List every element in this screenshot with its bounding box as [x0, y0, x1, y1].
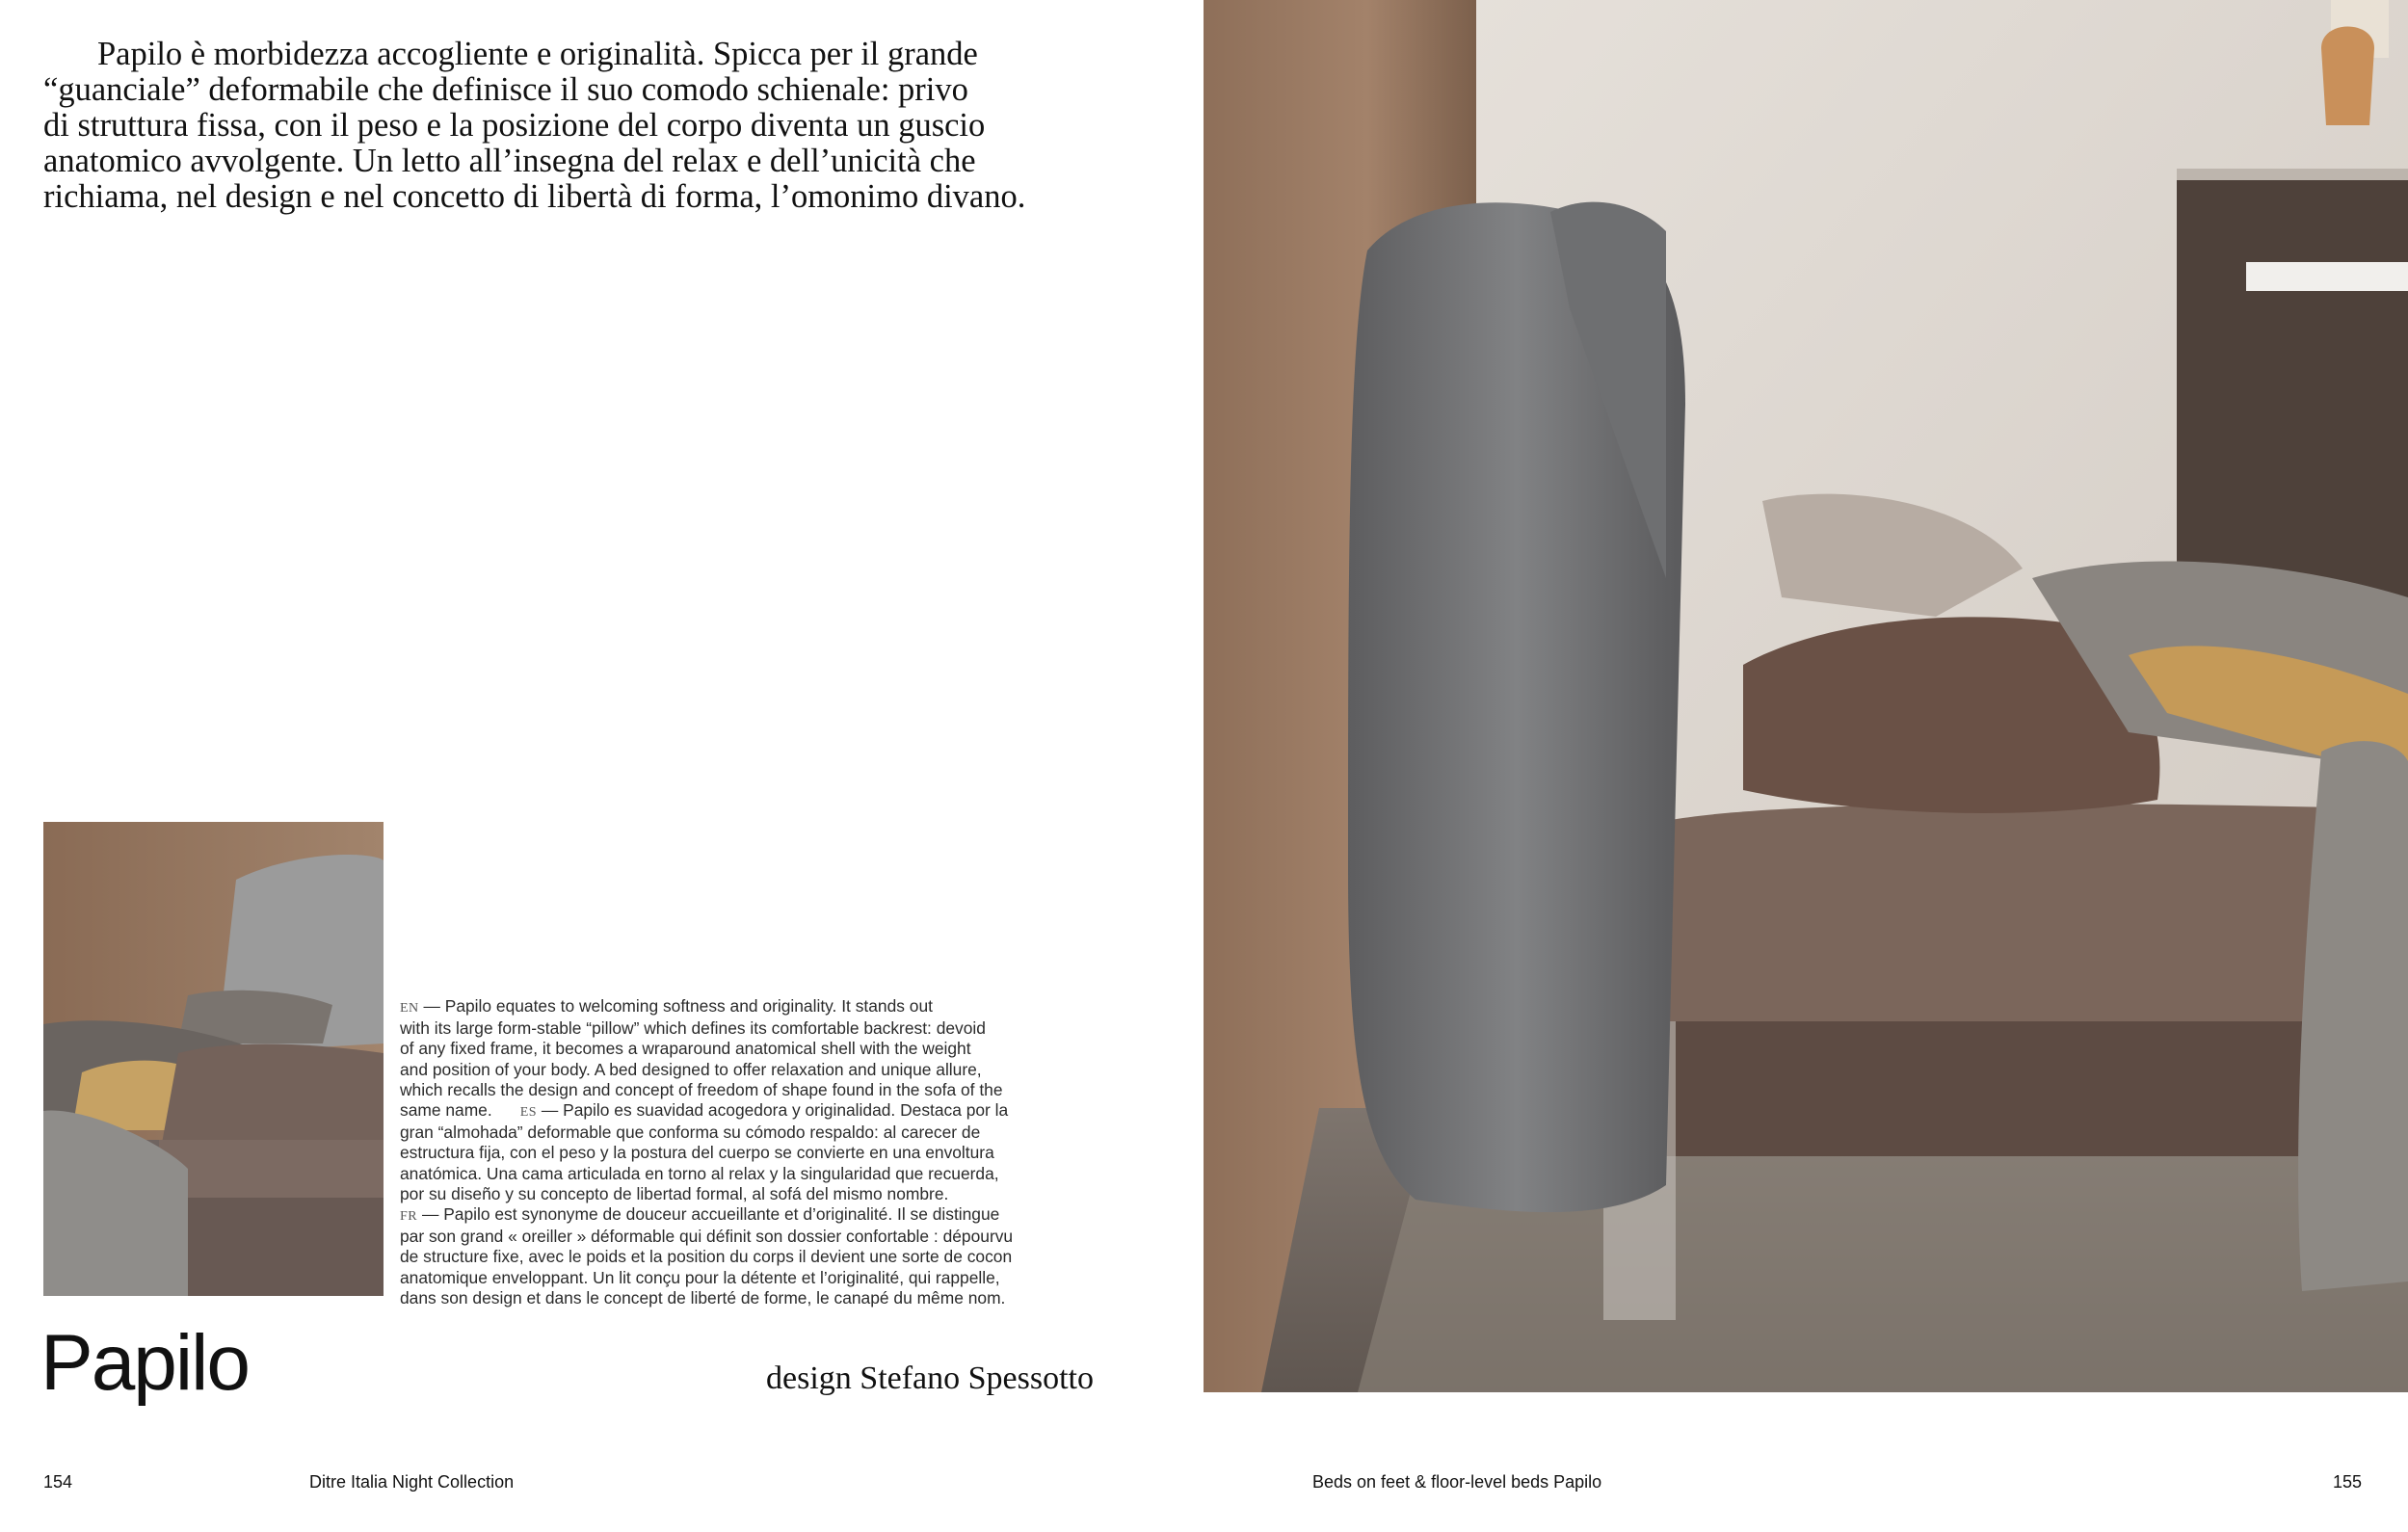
intro-line: di struttura fissa, con il peso e la posizione del corpo diventa un guscio [43, 107, 986, 144]
right-page [1204, 0, 2408, 1532]
intro-paragraph-it [43, 37, 1142, 215]
lang-tag-en: EN [400, 1001, 419, 1016]
product-title: Papilo [40, 1319, 249, 1407]
lang-tag-fr: FR [400, 1209, 418, 1225]
bed-hero-photo [1204, 0, 2408, 1392]
bed-detail-photo [43, 822, 384, 1296]
lang-tag-es: ES [519, 1105, 538, 1121]
section-label: Beds on feet & floor-level beds Papilo [1312, 1472, 1602, 1492]
intro-line: Papilo è morbidezza accogliente e originalità. Spicca per il grande [97, 36, 978, 72]
intro-line: anatomico avvolgente. Un letto all’insegna del relax e dell’unicità che [43, 143, 976, 179]
page-number-left: 154 [43, 1472, 73, 1492]
page-number-right: 155 [2332, 1472, 2362, 1492]
designer-credit: design Stefano Spessotto [766, 1360, 1094, 1396]
intro-line: “guanciale” deformabile che definisce il suo comodo schienale: privo [43, 71, 968, 108]
collection-name: Ditre Italia Night Collection [309, 1472, 515, 1492]
multilingual-description: EN — Papilo equates to welcoming softness and originality. It stands out with its large form-stable “pillow” which defines its comfortable backrest: devoid of any fixed frame, it becomes a wraparound anatomical shell with the weight and position of your body. A bed designed to offer relaxation and unique allure, which recalls the design and concept of freedom of shape found in the sofa of the same name. ES — Papilo es suavidad acogedora y originalidad. Destaca por la gran “almohada” deformable que conforma su cómodo respaldo: al carecer de estructura fija, con el peso y la postura del cuerpo se convierte en una envoltura anatómica. Una cama articulada en torno al relax y la singularidad que recuerda, por su diseño y su concepto de libertad formal, al sofá del mismo nombre. FR — Papilo est synonyme de douceur accueillante et d’originalité. Il se distingue par son grand « oreiller » déformable qui définit son dossier confortable : dépourvu de structure fixe, avec le poids et la position du corps il devient une sorte de cocon anatomique enveloppant. Un lit conçu pour la détente et l’originalité, qui rappelle, dans son design et dans le concept de liberté de forme, le canapé du même nom. [400, 996, 1014, 1307]
intro-line: richiama, nel design e nel concetto di libertà di forma, l’omonimo divano. [43, 178, 1026, 215]
